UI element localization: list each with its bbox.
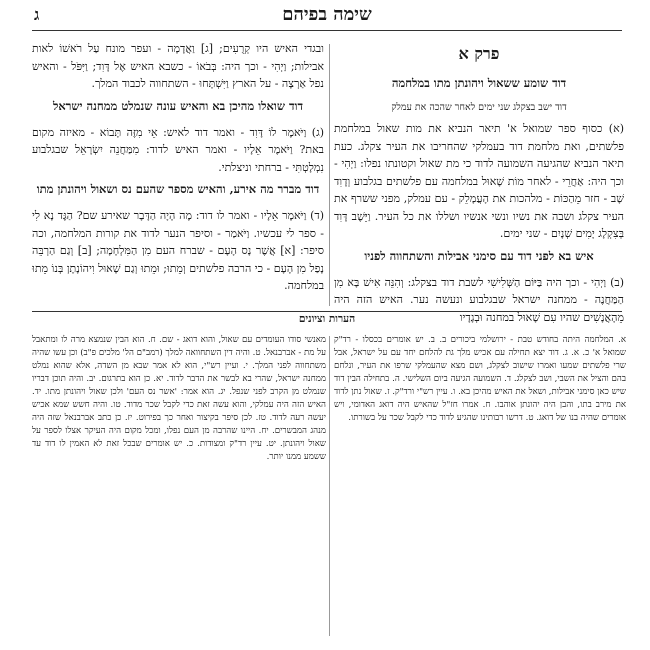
verse-paragraph-b: (ב) וַיְהִי - וכך היה בַּיּוֹם הַשְּׁלִישִׁי לשבת דוד בצקלג: וְהִנֵּה אִישׁ בָּא מִן הַמַּחֲנֶה - ממחנה ישראל שבגלבוע ונעשה נער. האיש הזה היה מֵהָאֲנָשִׁים שהיו עִם שָׁאוּל במחנה וּבְגָדָיו	[334, 275, 624, 324]
notes-left-column: מאנשי סודו העומדים עם שאול, והוא דואג - שם. ח. הוא הבין שנמצא מרה לו ומתאבל על מת - אברבנאל. ט. והיה דין השתחוואה למלך (רמב"ם הל' מלכים פ"ב) וכן עשו שהיה משתחווה לפני המלך. י. ועיין רש"י, הוא לא אמר שבא מן השדה, אלא שהוא נמלט ממחנה ישראל, שהרי בא לבשר את הדבר לדוד. יא. כן הוא בתרגום. יב. והיה תוכן דבריו שנמלט מן הקרב לפני שנפל. יג. הוא אמר: 'אשר נס העם' ולכן שאול ויהונתן מתו. יד. האיש הזה היה עמלקי, והוא עשה זאת כדי לקבל שכר מדוד. טו. והיה חשש שמא אכיש יעשה רעה לדוד. טז. לכן סיפר בקיצור ואחר כך בפירוט. יז. כן כתב אברבנאל שזה היה מנהג המבשרים. יח. היינו שהרבה מן העם נפלו, ומכל מקום היה העיקר אצלו לספר על שאול ויהונתן. יט. עיין רד"ק ומצודות. כ. יש אומרים שבכל זאת לא האמין לו דוד עד ששמע ממנו יותר.	[32, 335, 326, 462]
section-heading: דוד שומע ששאול ויהונתן מתו במלחמה	[391, 76, 567, 90]
notes-title: הערות וציונים	[298, 313, 356, 325]
verse-paragraph-d: (ד) וַיֹּאמֶר אֵלָיו - ואמר לו דוד: מֶה הָיָה הַדָּבָר שאירע שם? הַגֶּד נָא לִי - ספר לי עכשיו. וַיֹּאמַר - וסיפר הנער לדוד את קורות המלחמה, וכה סיפר: [א] אֲשֶׁר נָס הָעָם - שברח העם מִן הַמִּלְחָמָה; [ב] וְגַם הַרְבֵּה נָפַל מִן הָעָם - כי הרבה פלשתים וְמֵתוּ; וּמֵתוּ וְגַם שָׁאוּל וִיהוֹנָתָן בְּנוֹ מֵתוּ במלחמה.	[32, 209, 324, 292]
chapter-title: פרק א	[458, 44, 500, 63]
section-heading-3: דוד שואלו מהיכן בא והאיש עונה שנמלט ממחנה ישראל	[52, 98, 304, 113]
section-heading-2: איש בא לפני דוד עם סימני אבילות והשתחווה לפניו	[364, 248, 594, 263]
verse-paragraph-continued: ובגדי האיש היו קְרֻעִים; [ג] וַאֲדָמָה - ועפר מונח עַל רֹאשׁוֹ לאות אבילות; וַיְהִי - וכך היה: בְּבֹאוֹ - כשבא האיש אֶל דָּוִד; וַיִּפֹּל - והאיש נפל אַרְצָה - על הארץ וַיִּשְׁתָּחוּ - השתחווה לכבוד המלך.	[32, 42, 324, 90]
column-divider	[329, 44, 330, 306]
verse-intro: דוד ישב בצקלג שני ימים לאחר שהכה את עמלק	[391, 102, 567, 113]
book-title: שימה בפיהם	[282, 4, 372, 25]
page-header	[32, 0, 622, 31]
main-text-right-column	[334, 40, 624, 332]
notes-divider	[32, 311, 622, 312]
notes-header	[32, 313, 622, 327]
main-text-left-column	[32, 40, 324, 301]
notes-right-column: א. המלחמה היתה בחודש טבת - ירושלמי ביכורים ב. ב. יש אומרים בכסלו - רד"ק שמואל א' כ. א. ג. דוד יצא תחילה עם אכיש מלך גת להלחם יחד עם על ישראל, אבל שרי פלשתים שמעו ואמרו שישוב לצקלג, ושם מצא שהעמלקי שרפו את העיר, ונלחם בהם והציל את השבי, ושב לצקלג. ד. השמועה הגיעה ביום השלישי. ה. בתחילה הבין דוד שיש כאן סימני אבילות, ושאל את האיש מהיכן בא. ו. עיין רש"י ורד"ק. ז. שאול נתן לדוד את מירב בתו, והבן היה יהונתן אוהבו. ח. אמרו חז"ל שהאיש היה דואג האדומי, ויש אומרים שהיה בנו של דואג. ט. דרשו רבותינו שהגיע לדוד כדי לקבל שכר על בשורתו.	[334, 335, 626, 423]
verse-paragraph-a: (א) כסוף ספר שמואל א' תיאר הנביא את מות שאול במלחמת פלשתים, ואת מלחמת דוד בעמלקי שהחריבו את העיר צקלג. כעת תיאר הנביא שהגיעה השמועה לדוד כי מת שאול וקטונתו נפלו: וַיְהִי - וכך היה: אַחֲרֵי - לאחר מוֹת שָׁאוּל במלחמה עם פלשתים בגלבוע וְדָוִד שָׁב - חזר מֵהַכּוֹת - מלהכות את הָעֲמָלֵק - עם עמלק, מפני ששרף את העיר צקלג ושבה את נשיו ונשי אנשיו ושללו את כל העיר. וַיֵּשֶׁב דָּוִד בְּצִקְלָג יָמִים שְׁנָיִם - שני ימים.	[334, 122, 624, 240]
page-number: ג	[34, 5, 40, 24]
section-heading-4: דוד מברר מה אירע, והאיש מספר שהעם נס ושאול ויהונתן מתו	[36, 182, 320, 196]
notes-column-divider	[329, 336, 330, 636]
verse-paragraph-c: (ג) וַיֹּאמֶר לוֹ דָּוִד - ואמר דוד לאיש: אֵי מִזֶּה תָּבוֹא - מאיזה מקום באת? וַיֹּאמֶר אֵלָיו - ואמר האיש לדוד: מִמַּחֲנֵה יִשְׂרָאֵל שבגלבוע נִמְלָטְתִּי - ברחתי וניצלתי.	[32, 125, 324, 174]
